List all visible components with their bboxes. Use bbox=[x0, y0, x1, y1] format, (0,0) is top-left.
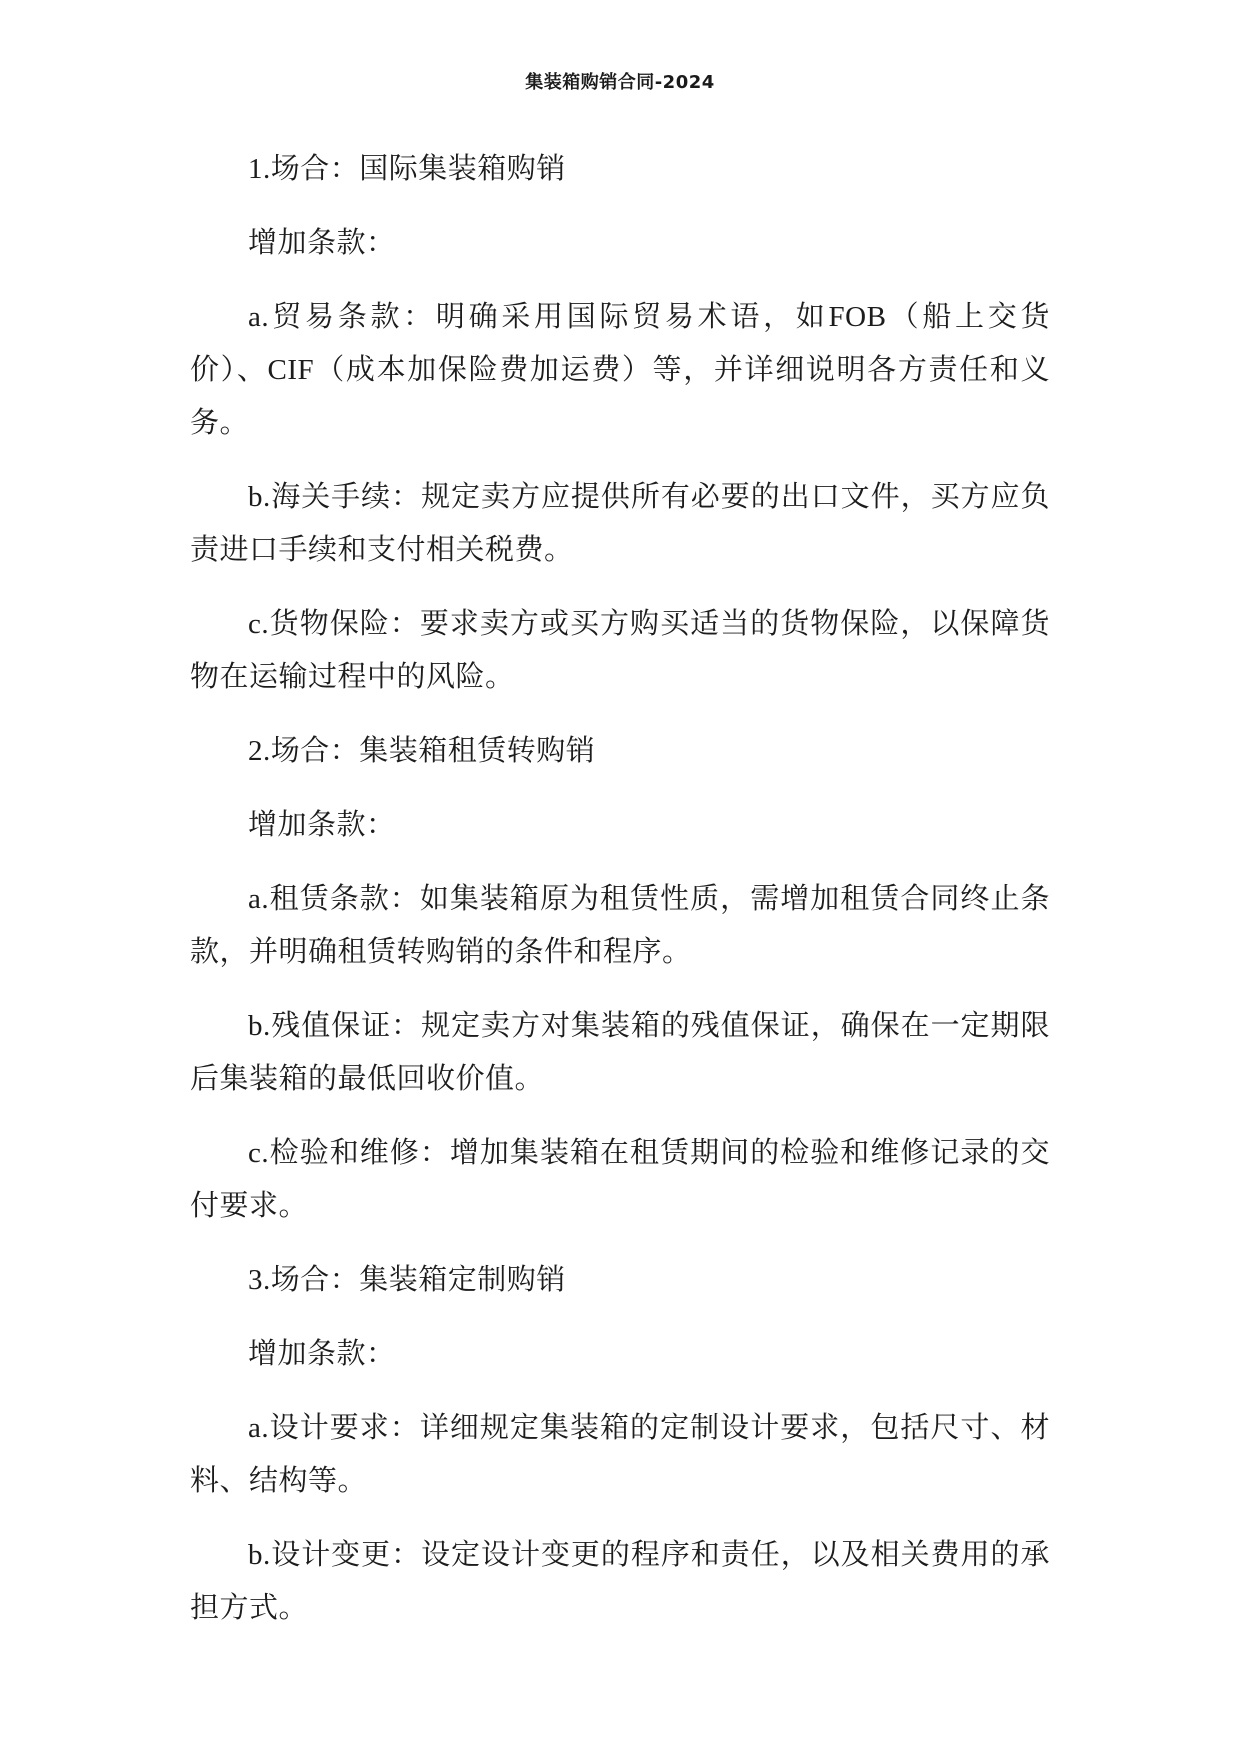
paragraph-clause-1c: c.货物保险：要求卖方或买方购买适当的货物保险，以保障货物在运输过程中的风险。 bbox=[190, 608, 1050, 693]
paragraph-clause-3b: b.设计变更：设定设计变更的程序和责任，以及相关费用的承担方式。 bbox=[190, 1539, 1050, 1624]
paragraph-clause-2b: b.残值保证：规定卖方对集装箱的残值保证，确保在一定期限后集装箱的最低回收价值。 bbox=[190, 1010, 1050, 1095]
paragraph-clause-1b: b.海关手续：规定卖方应提供所有必要的出口文件，买方应负责进口手续和支付相关税费。 bbox=[190, 481, 1050, 566]
paragraph-added-clauses-1: 增加条款： bbox=[248, 227, 396, 259]
paragraph-added-clauses-3: 增加条款： bbox=[248, 1338, 396, 1370]
paragraph-clause-2a: a.租赁条款：如集装箱原为租赁性质，需增加租赁合同终止条款，并明确租赁转购销的条件和程序。 bbox=[190, 883, 1050, 968]
paragraph-scenario-2: 2.场合：集装箱租赁转购销 bbox=[248, 735, 596, 767]
paragraph-clause-2c: c.检验和维修：增加集装箱在租赁期间的检验和维修记录的交付要求。 bbox=[190, 1137, 1050, 1222]
paragraph-clause-1a: a.贸易条款：明确采用国际贸易术语，如FOB（船上交货价）、CIF（成本加保险费加运费）等，并详细说明各方责任和义务。 bbox=[190, 301, 1050, 439]
paragraph-added-clauses-2: 增加条款： bbox=[248, 809, 396, 841]
document-header-title: 集装箱购销合同-2024 bbox=[525, 72, 715, 93]
paragraph-scenario-3: 3.场合：集装箱定制购销 bbox=[248, 1264, 566, 1296]
document-body bbox=[190, 143, 1050, 1635]
paragraph-scenario-1: 1.场合：国际集装箱购销 bbox=[248, 153, 566, 185]
paragraph-clause-3a: a.设计要求：详细规定集装箱的定制设计要求，包括尺寸、材料、结构等。 bbox=[190, 1412, 1050, 1497]
